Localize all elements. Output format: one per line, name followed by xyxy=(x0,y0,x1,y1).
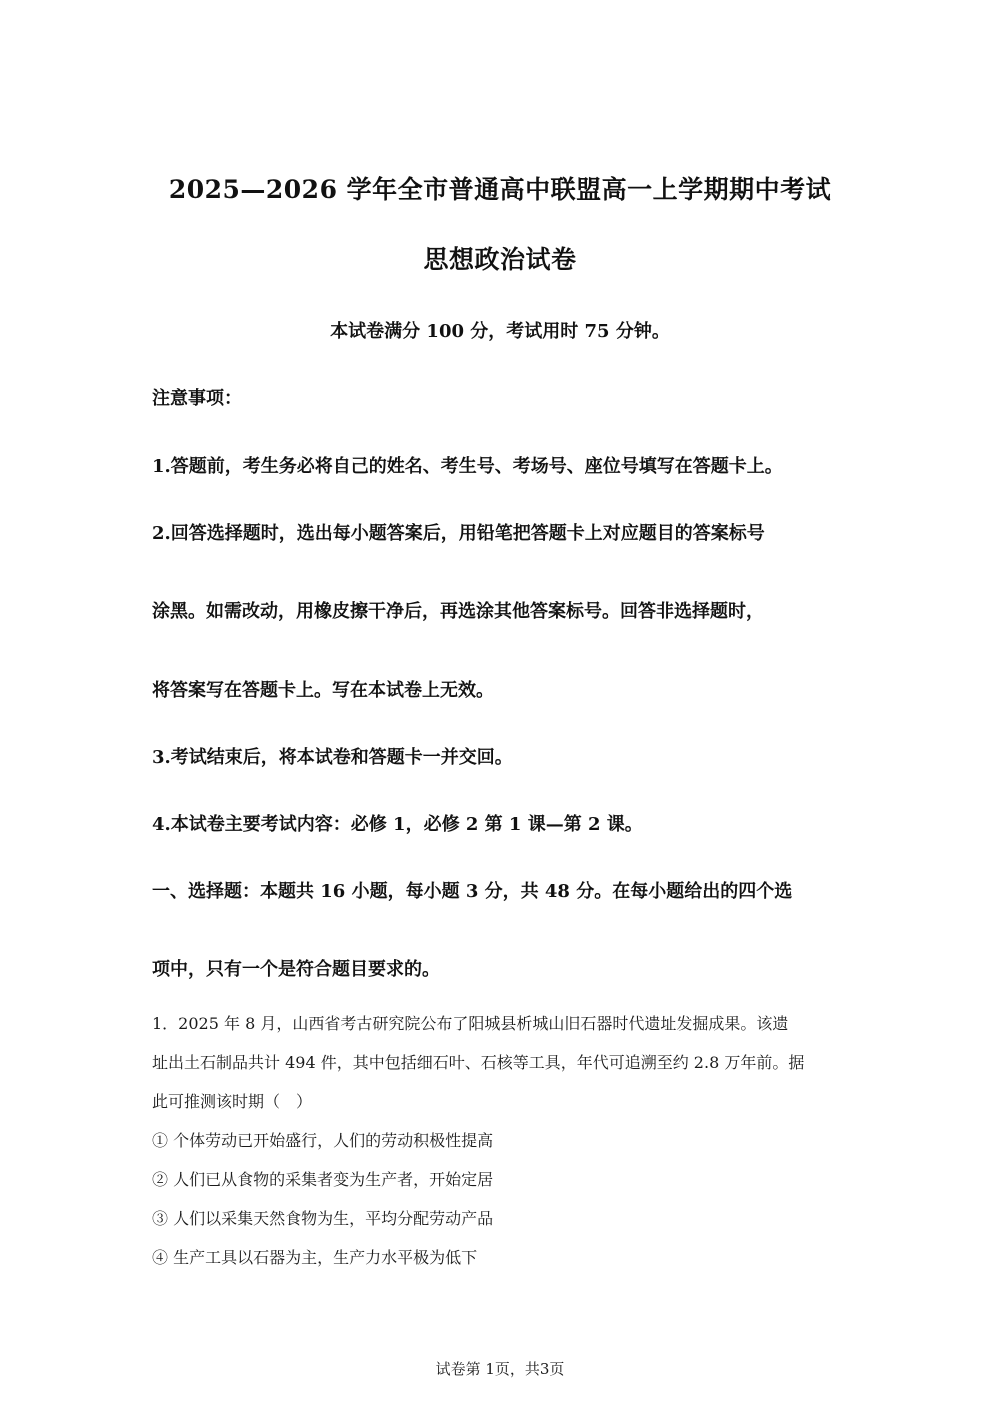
exam-title: 2025—2026 学年全市普通高中联盟高一上学期期中考试 xyxy=(168,175,832,204)
question-1-stem-line-1: 1．2025 年 8 月，山西省考古研究院公布了阳城县析城山旧石器时代遗址发掘成果。该遗 xyxy=(152,1014,789,1033)
subject-title: 思想政治试卷 xyxy=(423,245,577,274)
notice-item-1: 1.答题前，考生务必将自己的姓名、考生号、考场号、座位号填写在答题卡上。 xyxy=(152,456,783,477)
notice-item-2-line-3: 将答案写在答题卡上。写在本试卷上无效。 xyxy=(152,680,494,701)
section-heading-line-1: 一、选择题：本题共 16 小题，每小题 3 分，共 48 分。在每小题给出的四个选 xyxy=(152,881,793,902)
section-heading-line-2: 项中，只有一个是符合题目要求的。 xyxy=(152,959,440,980)
notice-item-4: 4.本试卷主要考试内容：必修 1，必修 2 第 1 课—第 2 课。 xyxy=(152,814,643,835)
notice-item-2-line-2: 涂黑。如需改动，用橡皮擦干净后，再选涂其他答案标号。回答非选择题时， xyxy=(152,601,764,622)
question-1-option-1: ① 个体劳动已开始盛行，人们的劳动积极性提高 xyxy=(152,1131,494,1150)
notice-heading: 注意事项： xyxy=(152,388,242,409)
score-info: 本试卷满分 100 分，考试用时 75 分钟。 xyxy=(330,321,670,342)
page-footer: 试卷第 1页，共3页 xyxy=(435,1360,565,1378)
notice-item-3: 3.考试结束后，将本试卷和答题卡一并交回。 xyxy=(152,747,513,768)
question-1-option-2: ② 人们已从食物的采集者变为生产者，开始定居 xyxy=(152,1170,494,1189)
question-1-stem-line-2: 址出土石制品共计 494 件，其中包括细石叶、石核等工具，年代可追溯至约 2.8 万年前。据 xyxy=(152,1053,805,1072)
question-1-option-4: ④ 生产工具以石器为主，生产力水平极为低下 xyxy=(152,1248,478,1267)
question-1-stem-line-3: 此可推测该时期（ ） xyxy=(152,1092,313,1111)
question-1-option-3: ③ 人们以采集天然食物为生，平均分配劳动产品 xyxy=(152,1209,494,1228)
notice-item-2-line-1: 2.回答选择题时，选出每小题答案后，用铅笔把答题卡上对应题目的答案标号 xyxy=(152,523,765,544)
